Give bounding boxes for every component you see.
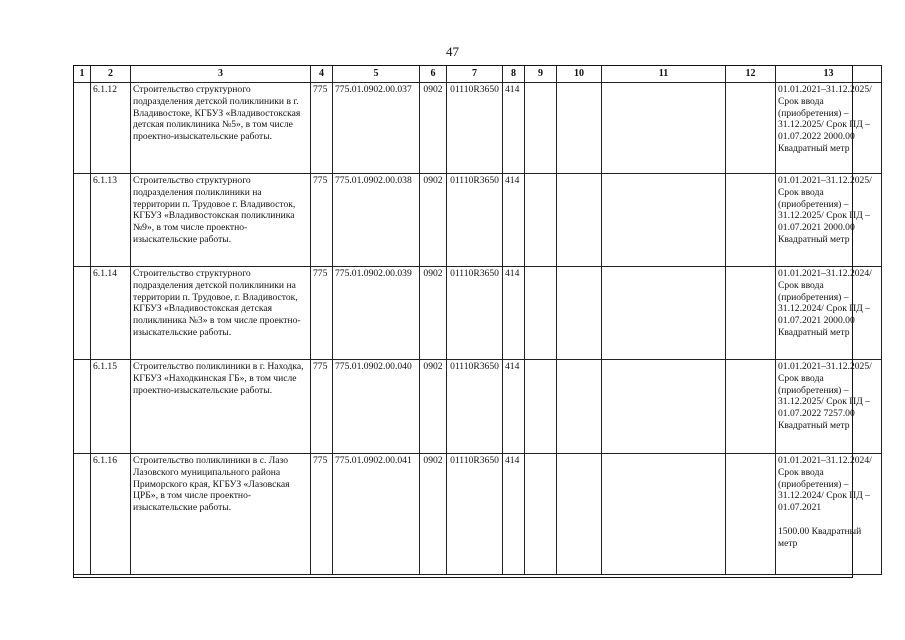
column-header: 3	[131, 66, 311, 83]
cell-type: 414	[503, 83, 525, 174]
cell-section: 0902	[420, 360, 447, 454]
cell-empty	[726, 267, 776, 360]
cell-empty	[557, 454, 602, 575]
cell-number	[74, 360, 91, 454]
cell-target: 01110R3650	[447, 174, 503, 267]
cell-code: 6.1.14	[91, 267, 131, 360]
cell-number	[74, 267, 91, 360]
cell-empty	[557, 267, 602, 360]
cell-empty	[525, 174, 557, 267]
cell-description: Строительство структурного подразделения детской поликлиники в г. Владивостоке, КГБУЗ «Владивостокская детская поликлиника №5», в том числе проектно-изыскательские работы.	[131, 83, 311, 174]
data-table	[73, 65, 882, 575]
cell-empty	[525, 83, 557, 174]
column-header: 1	[74, 66, 91, 83]
cell-type: 414	[503, 360, 525, 454]
column-header: 8	[503, 66, 525, 83]
cell-type: 414	[503, 267, 525, 360]
table-row	[74, 267, 882, 360]
column-header: 4	[311, 66, 333, 83]
cell-section: 0902	[420, 83, 447, 174]
cell-empty	[602, 83, 726, 174]
cell-target: 01110R3650	[447, 83, 503, 174]
table-row	[74, 174, 882, 267]
cell-section: 0902	[420, 454, 447, 575]
cell-number	[74, 454, 91, 575]
cell-description: Строительство структурного подразделения детской поликлиники на территории п. Трудовое, г. Владивосток, КГБУЗ «Владивостокская детская поликлиника №3» в том числе проектно-изыскательские работы.	[131, 267, 311, 360]
cell-terms: 01.01.2021–31.12.2025/ Срок ввода (приобретения) – 31.12.2025/ Срок ПД – 01.07.2022 2000.00 Квадратный метр	[776, 83, 882, 174]
column-header: 9	[525, 66, 557, 83]
cell-code: 6.1.12	[91, 83, 131, 174]
cell-number	[74, 174, 91, 267]
cell-object-code: 775.01.0902.00.038	[333, 174, 420, 267]
cell-target: 01110R3650	[447, 360, 503, 454]
cell-empty	[726, 83, 776, 174]
cell-target: 01110R3650	[447, 267, 503, 360]
cell-empty	[557, 174, 602, 267]
cell-terms: 01.01.2021–31.12.2025/ Срок ввода (приобретения) – 31.12.2025/ Срок ПД – 01.07.2021 2000.00 Квадратный метр	[776, 174, 882, 267]
cell-gr: 775	[311, 267, 333, 360]
cell-target: 01110R3650	[447, 454, 503, 575]
cell-empty	[525, 267, 557, 360]
cell-object-code: 775.01.0902.00.041	[333, 454, 420, 575]
cell-empty	[726, 454, 776, 575]
cell-gr: 775	[311, 360, 333, 454]
cell-code: 6.1.13	[91, 174, 131, 267]
header-row	[74, 66, 882, 83]
cell-description: Строительство структурного подразделения поликлиники на территории п. Трудовое г. Владивосток, КГБУЗ «Владивостокская поликлиника №9», в том числе проектно-изыскательские работы.	[131, 174, 311, 267]
cell-terms: 01.01.2021–31.12.2024/ Срок ввода (приобретения) – 31.12.2024/ Срок ПД – 01.07.2021 1500.00 Квадратный метр	[776, 454, 882, 575]
cell-code: 6.1.15	[91, 360, 131, 454]
column-header: 11	[602, 66, 726, 83]
cell-type: 414	[503, 174, 525, 267]
cell-gr: 775	[311, 454, 333, 575]
column-header: 10	[557, 66, 602, 83]
cell-section: 0902	[420, 267, 447, 360]
cell-code: 6.1.16	[91, 454, 131, 575]
cell-type: 414	[503, 454, 525, 575]
cell-empty	[557, 360, 602, 454]
column-header: 7	[447, 66, 503, 83]
cell-section: 0902	[420, 174, 447, 267]
cell-empty	[602, 360, 726, 454]
column-header: 5	[333, 66, 420, 83]
column-header: 12	[726, 66, 776, 83]
cell-empty	[602, 174, 726, 267]
cell-object-code: 775.01.0902.00.037	[333, 83, 420, 174]
cell-empty	[726, 360, 776, 454]
column-header: 13	[776, 66, 882, 83]
cell-empty	[726, 174, 776, 267]
cell-terms: 01.01.2021–31.12.2024/ Срок ввода (приобретения) – 31.12.2024/ Срок ПД – 01.07.2021 2000.00 Квадратный метр	[776, 267, 882, 360]
table-row	[74, 83, 882, 174]
page-number: 47	[446, 44, 459, 59]
cell-object-code: 775.01.0902.00.039	[333, 267, 420, 360]
cell-object-code: 775.01.0902.00.040	[333, 360, 420, 454]
cell-empty	[602, 454, 726, 575]
cell-description: Строительство поликлиники в с. Лазо Лазовского муниципального района Приморского края, КГБУЗ «Лазовская ЦРБ», в том числе проектно-изыскательские работы.	[131, 454, 311, 575]
cell-gr: 775	[311, 83, 333, 174]
column-header: 6	[420, 66, 447, 83]
table-row	[74, 360, 882, 454]
column-header: 2	[91, 66, 131, 83]
cell-empty	[525, 454, 557, 575]
table-row	[74, 454, 882, 575]
cell-empty	[602, 267, 726, 360]
cell-description: Строительство поликлиники в г. Находка, КГБУЗ «Находкинская ГБ», в том числе проектно-изыскательские работы.	[131, 360, 311, 454]
cell-empty	[525, 360, 557, 454]
cell-terms: 01.01.2021–31.12.2025/ Срок ввода (приобретения) – 31.12.2025/ Срок ПД – 01.07.2022 7257.00 Квадратный метр	[776, 360, 882, 454]
cell-gr: 775	[311, 174, 333, 267]
cell-empty	[557, 83, 602, 174]
cell-number	[74, 83, 91, 174]
